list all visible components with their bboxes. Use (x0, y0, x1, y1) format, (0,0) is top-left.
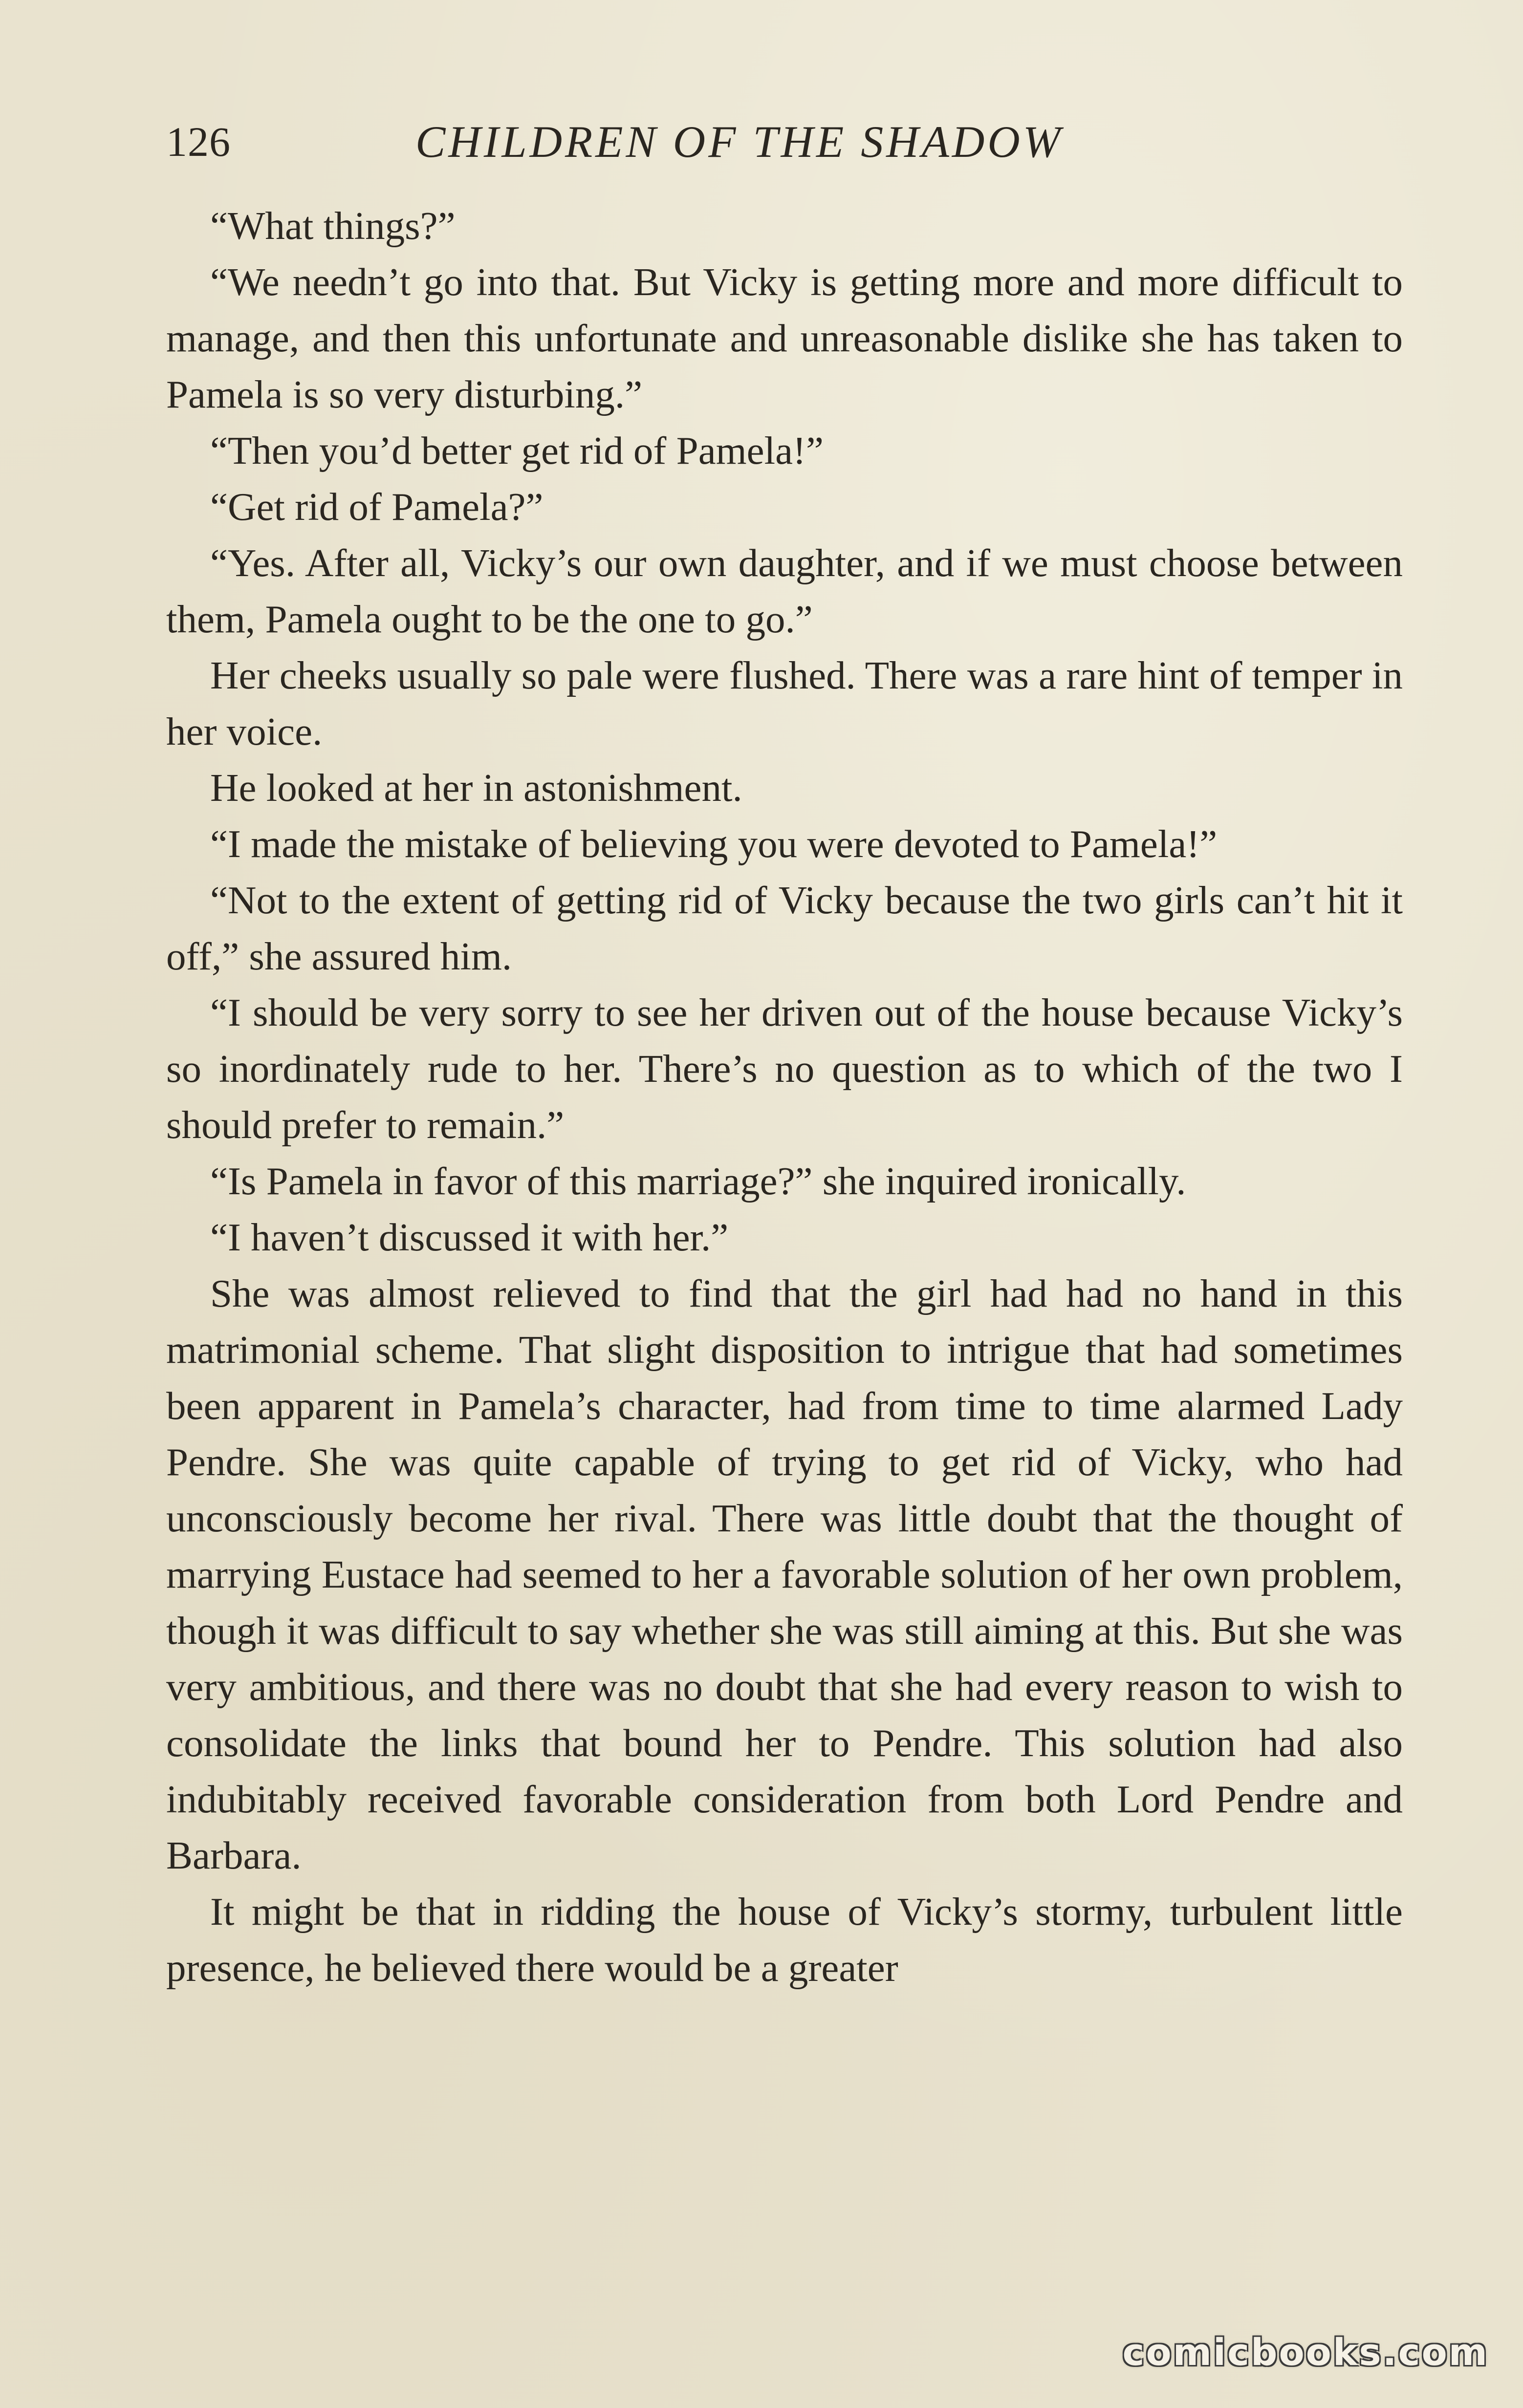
paragraph: “I should be very sorry to see her driven out of the house because Vicky’s so inordinately rude to her. There’s no question as to which of the two I should prefer to remain.” (166, 990, 1403, 1147)
paragraph: “What things?” (210, 204, 456, 248)
paragraph: “I made the mistake of believing you were devoted to Pamela!” (210, 822, 1218, 866)
paragraph: “Is Pamela in favor of this marriage?” she inquired ironically. (210, 1159, 1186, 1203)
paragraph: “Not to the extent of getting rid of Vicky because the two girls can’t hit it off,” she assured him. (166, 878, 1403, 978)
paragraph: “Yes. After all, Vicky’s our own daughter, and if we must choose between them, Pamela ought to be the one to go.” (166, 541, 1403, 641)
paragraph: “Get rid of Pamela?” (210, 485, 544, 529)
page-number: 126 (166, 118, 231, 165)
page-header (166, 112, 1408, 171)
paragraph: “Then you’d better get rid of Pamela!” (210, 429, 824, 473)
watermark-logo: comicbooks.com (1122, 2330, 1489, 2374)
paragraph: He looked at her in astonishment. (210, 766, 742, 810)
paragraph: Her cheeks usually so pale were flushed. There was a rare hint of temper in her voice. (166, 653, 1403, 753)
paragraph: “We needn’t go into that. But Vicky is getting more and more difficult to manage, and then this unfortunate and unreasonable dislike she has taken to Pamela is so very disturbing.” (166, 260, 1403, 416)
paragraph: “I haven’t discussed it with her.” (210, 1215, 729, 1259)
running-title: CHILDREN OF THE SHADOW (415, 117, 1064, 167)
paragraph: She was almost relieved to find that the girl had had no hand in this matrimonial scheme. That slight disposition to intrigue that had sometimes been apparent in Pamela’s character, had from time to time alarmed Lady Pendre. She was quite capable of trying to get rid of Vicky, who had unconsciously become her rival. There was little doubt that the thought of marrying Eustace had seemed to her a favorable solution of her own problem, though it was difficult to say whether she was still aiming at this. But she was very ambitious, and there was no doubt that she had every reason to wish to consolidate the links that bound her to Pendre. This solution had also indubitably received favorable consideration from both Lord Pendre and Barbara. (166, 1271, 1403, 1877)
paragraph: It might be that in ridding the house of Vicky’s stormy, turbulent little presence, he believed there would be a greater (166, 1890, 1403, 1990)
body-text (166, 198, 1403, 1996)
